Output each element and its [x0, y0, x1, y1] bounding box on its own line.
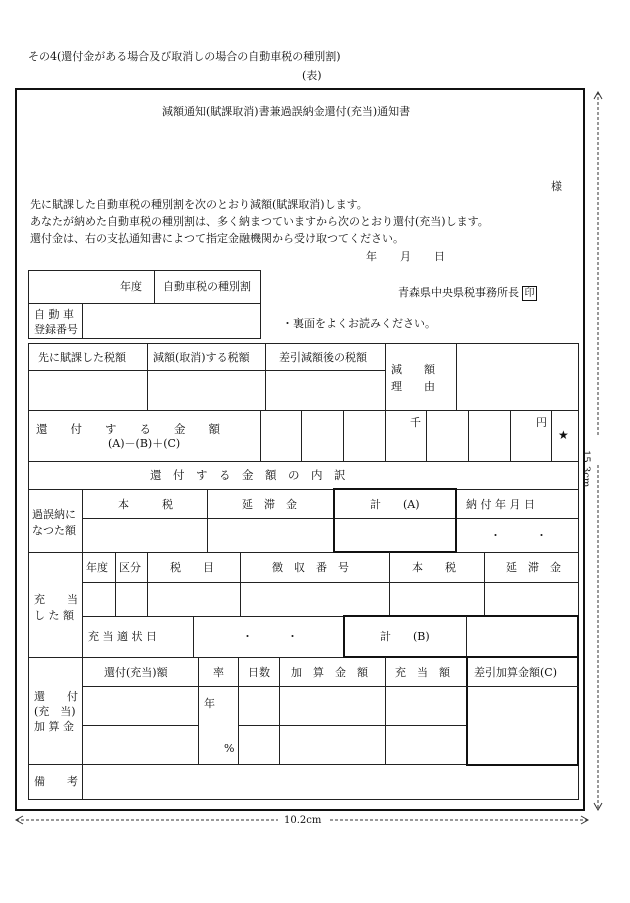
vehicle-reg-label-1: 自 動 車: [34, 308, 74, 321]
tax-item-label: 税 目: [170, 561, 214, 574]
days-label: 日数: [248, 666, 270, 679]
applied-date-label: 充 当 適 状 日: [88, 630, 157, 643]
date-year: 年: [366, 250, 377, 263]
yen-unit: 円: [536, 416, 547, 429]
addition-amount-label: 加 算 金 額: [291, 666, 368, 679]
overpaid-label-2: なつた額: [32, 524, 76, 537]
date-month: 月: [400, 250, 411, 263]
applied-label-2: し た 額: [34, 609, 74, 622]
collection-no-label: 徴 収 番 号: [272, 561, 349, 574]
seal-icon: 印: [522, 286, 537, 301]
rate-label: 率: [213, 666, 224, 679]
percent-unit: %: [224, 742, 235, 755]
message-line-3: 還付金は、右の支払通知書によつて指定金融機関から受け取つてください。: [30, 232, 404, 245]
fiscal-year-label: 年度: [120, 280, 142, 293]
applied-amount-label: 充 当 額: [395, 666, 450, 679]
addition-label-1: 還 付: [34, 690, 78, 703]
remarks-label: 備 考: [34, 775, 78, 788]
addressee-suffix: 様: [551, 180, 562, 193]
prior-tax-label: 先に賦課した税額: [38, 351, 126, 364]
date-dot-2: ・: [536, 529, 547, 542]
total-b-label: 計 (B): [380, 630, 430, 643]
applied-label-1: 充 当: [34, 593, 78, 606]
thousand-unit: 千: [410, 416, 421, 429]
late-fee-label: 延 滞 金: [242, 498, 297, 511]
paid-date-label: 納 付 年 月 日: [466, 498, 535, 511]
form-heading: その4(還付金がある場合及び取消しの場合の自動車税の種別割): [28, 50, 341, 63]
overpaid-label-1: 過誤納に: [32, 508, 76, 521]
applied-date-dot-1: ・: [242, 630, 253, 643]
tax-type-label: 自動車税の種別割: [163, 280, 251, 293]
net-addition-label: 差引加算金額(C): [474, 666, 557, 679]
reason-label-1: 減 額: [391, 363, 435, 376]
form-title: 減額通知(賦課取消)書兼過誤納金還付(充当)通知書: [162, 105, 411, 118]
height-dim-text: 15.3cm: [580, 450, 591, 488]
total-a-label: 計 (A): [370, 498, 420, 511]
net-tax-label: 差引減額後の税額: [279, 351, 367, 364]
vehicle-reg-label-2: 登録番号: [34, 323, 78, 336]
issuer-name: 青森県中央県税事務所長: [398, 286, 519, 299]
year-col-label: 年度: [86, 561, 108, 574]
date-day: 日: [434, 250, 445, 263]
notice-back: ・裏面をよくお読みください。: [282, 317, 436, 330]
addition-label-2: (充 当): [34, 705, 76, 718]
class-col-label: 区分: [119, 561, 141, 574]
star-icon: ★: [558, 428, 569, 442]
refund-formula: (A)－(B)＋(C): [108, 437, 181, 450]
refund-amount-label: 還 付 す る 金 額: [36, 422, 220, 436]
date-dot-1: ・: [490, 529, 501, 542]
breakdown-label: 還 付 す る 金 額 の 内 訳: [150, 468, 346, 482]
principal-tax2-label: 本 税: [412, 561, 456, 574]
late-fee2-label: 延 滞 金: [506, 561, 561, 574]
message-line-2: あなたが納めた自動車税の種別割は、多く納まつていますから次のとおり還付(充当)します。: [30, 215, 489, 228]
addition-label-3: 加 算 金: [34, 720, 74, 733]
reduced-tax-label: 減額(取消)する税額: [153, 351, 250, 364]
width-dim: 10.2cm: [284, 815, 322, 826]
applied-date-dot-2: ・: [287, 630, 298, 643]
year-unit: 年: [204, 697, 215, 710]
side-label: (表): [302, 69, 322, 82]
message-line-1: 先に賦課した自動車税の種別割を次のとおり減額(賦課取消)します。: [30, 198, 368, 211]
refund-col-label: 還付(充当)額: [104, 666, 168, 679]
height-dim: [579, 450, 592, 487]
principal-tax-label: 本 税: [118, 498, 173, 511]
reason-label-2: 理 由: [391, 380, 435, 393]
